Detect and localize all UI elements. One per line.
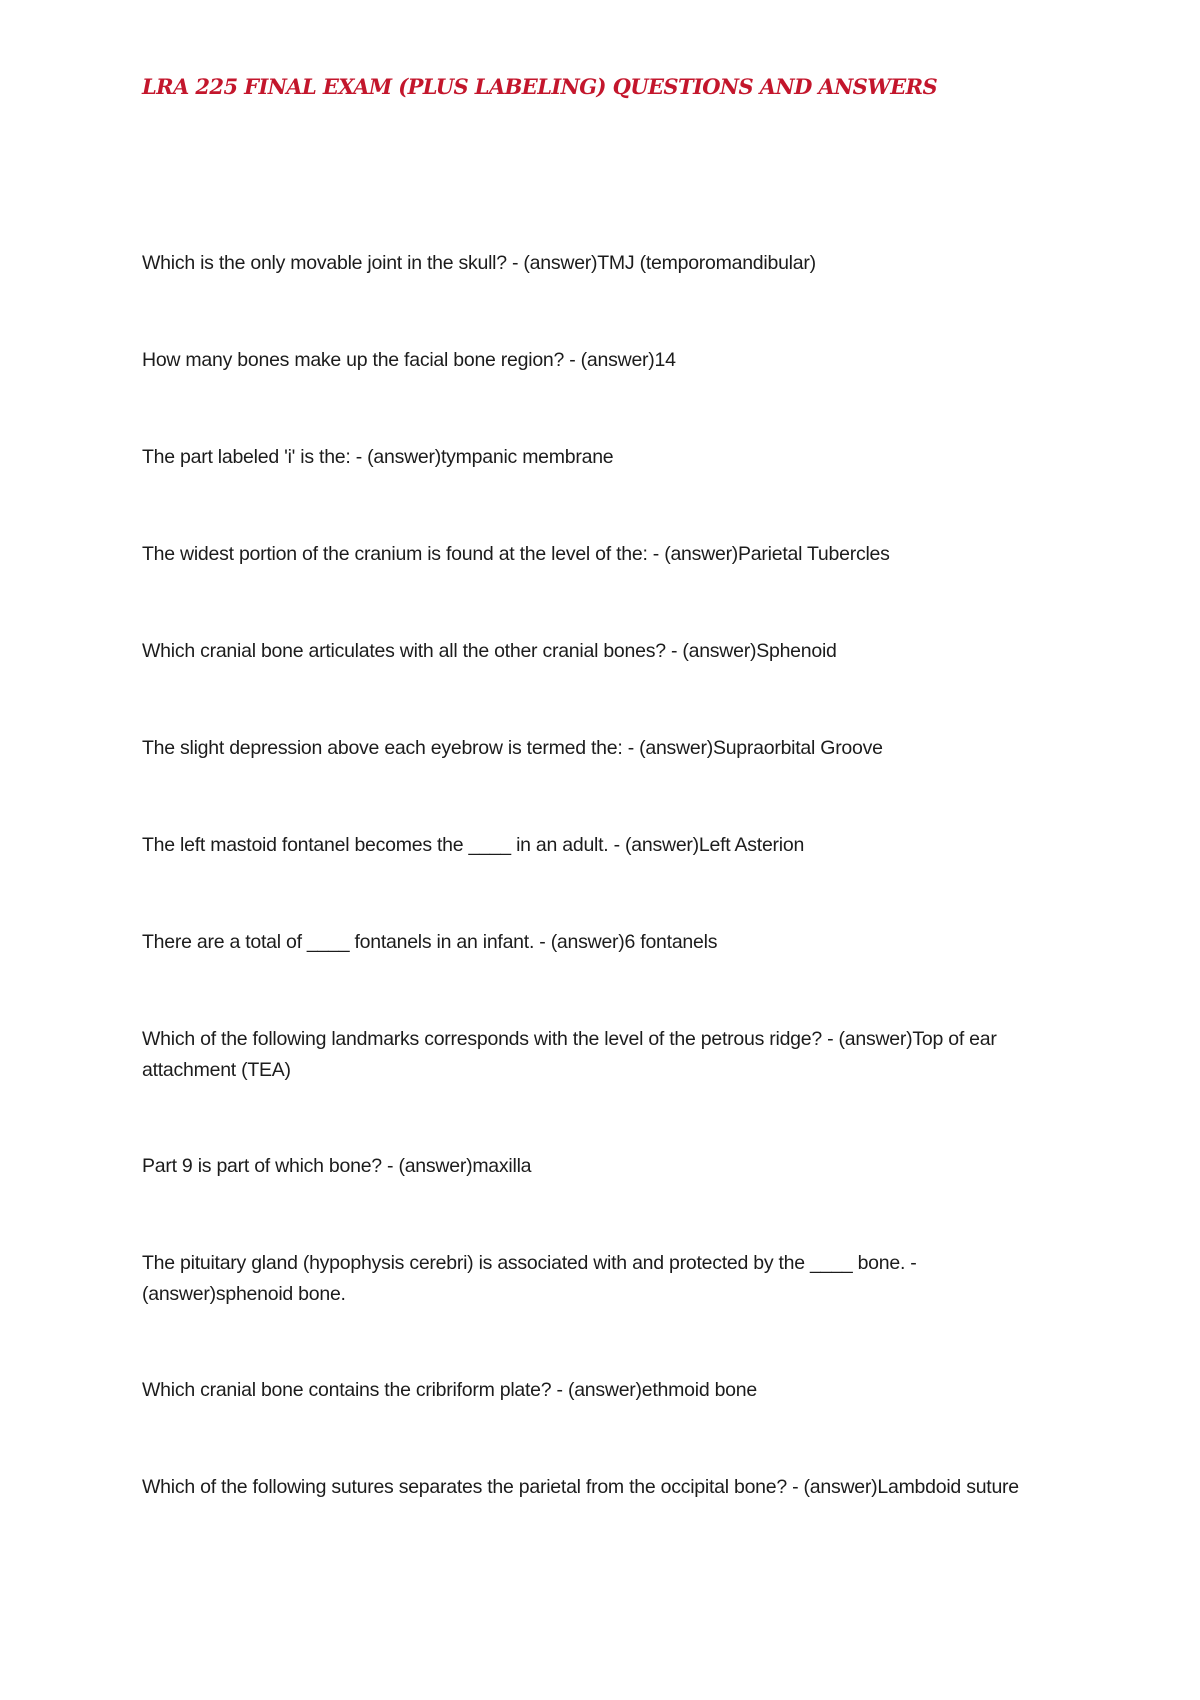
qa-list: [142, 248, 1062, 1568]
qa-item: Which cranial bone articulates with all the other cranial bones? - (answer)Sphenoid: [142, 640, 837, 662]
qa-item: Which of the following landmarks corresponds with the level of the petrous ridge? - (answer)Top of ear attachment (TEA): [142, 1028, 997, 1081]
qa-item: The pituitary gland (hypophysis cerebri) is associated with and protected by the ____ bone. - (answer)sphenoid bone.: [142, 1252, 917, 1305]
qa-item: Which of the following sutures separates the parietal from the occipital bone? - (answer)Lambdoid suture: [142, 1476, 1019, 1498]
qa-item: The slight depression above each eyebrow is termed the: - (answer)Supraorbital Groove: [142, 737, 883, 759]
qa-item: There are a total of ____ fontanels in an infant. - (answer)6 fontanels: [142, 931, 718, 953]
qa-item: How many bones make up the facial bone region? - (answer)14: [142, 349, 676, 371]
qa-item: Part 9 is part of which bone? - (answer)maxilla: [142, 1155, 532, 1177]
qa-item: Which is the only movable joint in the skull? - (answer)TMJ (temporomandibular): [142, 252, 816, 274]
document-title: LRA 225 FINAL EXAM (PLUS LABELING) QUESTIONS AND ANSWERS: [142, 74, 938, 99]
qa-item: The widest portion of the cranium is found at the level of the: - (answer)Parietal Tubercles: [142, 543, 890, 565]
qa-item: The part labeled 'i' is the: - (answer)tympanic membrane: [142, 446, 614, 468]
qa-item: Which cranial bone contains the cribriform plate? - (answer)ethmoid bone: [142, 1379, 757, 1401]
qa-item: The left mastoid fontanel becomes the ____ in an adult. - (answer)Left Asterion: [142, 834, 805, 856]
